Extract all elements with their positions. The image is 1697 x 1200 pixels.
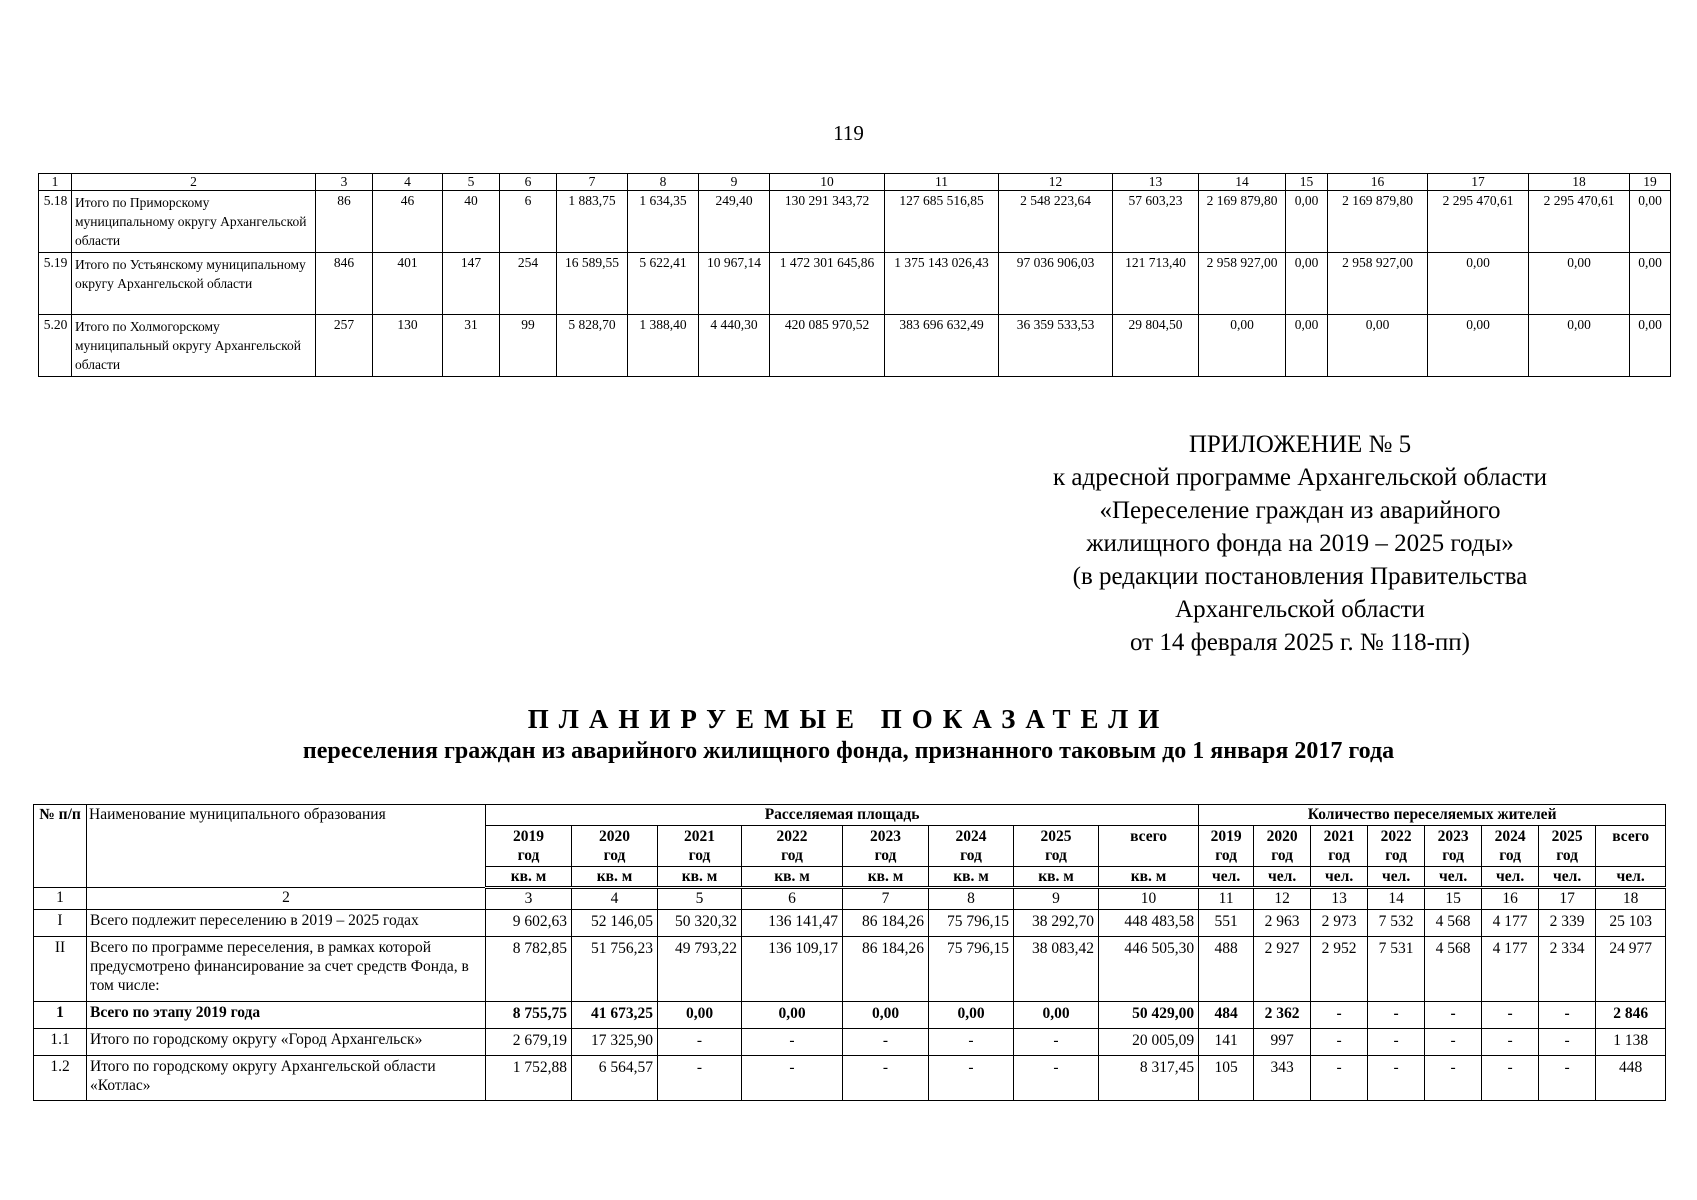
cell: 40: [443, 191, 500, 253]
col-number: 12: [999, 174, 1113, 191]
cell: 10 967,14: [699, 253, 770, 315]
people-cell: 7 531: [1368, 937, 1425, 1002]
col-number: 7: [557, 174, 628, 191]
col-number: 13: [1113, 174, 1199, 191]
area-cell: 6 564,57: [572, 1056, 658, 1101]
area-cell: -: [742, 1056, 843, 1101]
area-cell: 0,00: [742, 1002, 843, 1029]
people-cell: -: [1539, 1029, 1596, 1056]
area-cell: 0,00: [658, 1002, 742, 1029]
header-total: всего: [1596, 826, 1666, 867]
cell: 5 828,70: [557, 315, 628, 377]
area-cell: 75 796,15: [929, 910, 1014, 937]
cell: 147: [443, 253, 500, 315]
col-number: 19: [1630, 174, 1671, 191]
cell: 420 085 970,52: [770, 315, 885, 377]
area-cell: 0,00: [1014, 1002, 1099, 1029]
table-row: [34, 937, 1666, 1002]
header-year: 2023 год: [843, 826, 929, 867]
appendix-heading: ПРИЛОЖЕНИЕ № 5: [1188, 431, 1412, 458]
document-subtitle: переселения граждан из аварийного жилищного фонда, признанного таковым до 1 января 2017 года: [302, 738, 1395, 764]
people-cell: 105: [1199, 1056, 1254, 1101]
col-number: 15: [1286, 174, 1328, 191]
people-cell: 2 973: [1311, 910, 1368, 937]
unit-label: чел.: [1199, 867, 1254, 888]
col-number: 16: [1482, 888, 1539, 910]
people-cell: 484: [1199, 1002, 1254, 1029]
cell: 846: [316, 253, 373, 315]
cell: 36 359 533,53: [999, 315, 1113, 377]
col-number: 9: [1014, 888, 1099, 910]
people-cell: -: [1368, 1002, 1425, 1029]
people-cell: 997: [1254, 1029, 1311, 1056]
cell: 4 440,30: [699, 315, 770, 377]
cell: 130: [373, 315, 443, 377]
cell: 2 958 927,00: [1199, 253, 1286, 315]
unit-label: чел.: [1539, 867, 1596, 888]
row-number: 1: [34, 1002, 87, 1029]
people-cell: -: [1311, 1002, 1368, 1029]
cell: 86: [316, 191, 373, 253]
col-number: 14: [1368, 888, 1425, 910]
area-cell: 75 796,15: [929, 937, 1014, 1002]
unit-label: чел.: [1596, 867, 1666, 888]
cell: 1 375 143 026,43: [885, 253, 999, 315]
header-number: № п/п: [34, 805, 87, 888]
row-number: 1.2: [34, 1056, 87, 1101]
area-cell: -: [658, 1056, 742, 1101]
area-total-cell: 50 429,00: [1099, 1002, 1199, 1029]
cell: 0,00: [1630, 315, 1671, 377]
cell: 46: [373, 191, 443, 253]
col-number: 4: [373, 174, 443, 191]
col-number: 18: [1529, 174, 1630, 191]
row-index: 5.20: [39, 315, 72, 377]
row-name: Итого по Приморскому муниципальному округу Архангельской области: [72, 191, 316, 253]
header-area-group: Расселяемая площадь: [486, 805, 1199, 826]
area-cell: 38 083,42: [1014, 937, 1099, 1002]
cell: 97 036 906,03: [999, 253, 1113, 315]
cell: 0,00: [1428, 253, 1529, 315]
area-cell: 86 184,26: [843, 937, 929, 1002]
header-row-col-numbers: [34, 888, 1666, 910]
cell: 0,00: [1529, 315, 1630, 377]
area-cell: 2 679,19: [486, 1029, 572, 1056]
unit-label: чел.: [1368, 867, 1425, 888]
row-name: Всего по этапу 2019 года: [87, 1002, 486, 1029]
people-cell: -: [1425, 1056, 1482, 1101]
area-total-cell: 448 483,58: [1099, 910, 1199, 937]
unit-label: кв. м: [929, 867, 1014, 888]
people-cell: 4 568: [1425, 937, 1482, 1002]
header-year: 2025 год: [1014, 826, 1099, 867]
appendix-line: жилищного фонда на 2019 – 2025 годы»: [1086, 530, 1514, 557]
header-year: 2025 год: [1539, 826, 1596, 867]
cell: 2 958 927,00: [1328, 253, 1428, 315]
planned-indicators-table: [33, 804, 1666, 1101]
cell: 0,00: [1199, 315, 1286, 377]
col-number: 3: [316, 174, 373, 191]
area-cell: 50 320,32: [658, 910, 742, 937]
appendix-line: к адресной программе Архангельской области: [1052, 464, 1548, 491]
people-cell: 4 177: [1482, 910, 1539, 937]
cell: 0,00: [1286, 315, 1328, 377]
cell: 383 696 632,49: [885, 315, 999, 377]
col-number: 13: [1311, 888, 1368, 910]
header-year: 2021 год: [1311, 826, 1368, 867]
people-cell: -: [1311, 1056, 1368, 1101]
unit-label: кв. м: [486, 867, 572, 888]
col-number: 17: [1539, 888, 1596, 910]
area-cell: 8 782,85: [486, 937, 572, 1002]
table-row: [39, 191, 1671, 253]
cell: 6: [500, 191, 557, 253]
area-cell: 49 793,22: [658, 937, 742, 1002]
area-cell: -: [742, 1029, 843, 1056]
area-cell: -: [929, 1056, 1014, 1101]
area-total-cell: 8 317,45: [1099, 1056, 1199, 1101]
people-cell: 2 334: [1539, 937, 1596, 1002]
col-number: 2: [72, 174, 316, 191]
area-cell: -: [843, 1029, 929, 1056]
top-table-header-row: [39, 174, 1671, 191]
people-cell: 551: [1199, 910, 1254, 937]
people-total-cell: 25 103: [1596, 910, 1666, 937]
area-cell: 86 184,26: [843, 910, 929, 937]
col-number: 16: [1328, 174, 1428, 191]
row-name: Всего подлежит переселению в 2019 – 2025 годах: [87, 910, 486, 937]
header-year: 2024 год: [1482, 826, 1539, 867]
col-number: 8: [628, 174, 699, 191]
col-number: 8: [929, 888, 1014, 910]
people-cell: 4 177: [1482, 937, 1539, 1002]
cell: 0,00: [1630, 253, 1671, 315]
people-total-cell: 2 846: [1596, 1002, 1666, 1029]
top-continuation-table: [38, 173, 1671, 377]
cell: 0,00: [1630, 191, 1671, 253]
table-row: [34, 910, 1666, 937]
area-cell: -: [843, 1056, 929, 1101]
people-cell: 488: [1199, 937, 1254, 1002]
header-year: 2024 год: [929, 826, 1014, 867]
people-cell: -: [1482, 1056, 1539, 1101]
area-cell: 136 141,47: [742, 910, 843, 937]
people-cell: 2 362: [1254, 1002, 1311, 1029]
unit-label: чел.: [1425, 867, 1482, 888]
row-index: 5.18: [39, 191, 72, 253]
col-number: 7: [843, 888, 929, 910]
cell: 121 713,40: [1113, 253, 1199, 315]
col-number: 9: [699, 174, 770, 191]
area-cell: 52 146,05: [572, 910, 658, 937]
people-cell: 2 927: [1254, 937, 1311, 1002]
col-number: 1: [39, 174, 72, 191]
cell: 31: [443, 315, 500, 377]
area-cell: 41 673,25: [572, 1002, 658, 1029]
unit-label: чел.: [1254, 867, 1311, 888]
header-year: 2021 год: [658, 826, 742, 867]
area-total-cell: 20 005,09: [1099, 1029, 1199, 1056]
row-number: I: [34, 910, 87, 937]
people-cell: -: [1311, 1029, 1368, 1056]
col-number: 14: [1199, 174, 1286, 191]
people-cell: 2 339: [1539, 910, 1596, 937]
people-cell: -: [1425, 1002, 1482, 1029]
cell: 57 603,23: [1113, 191, 1199, 253]
cell: 257: [316, 315, 373, 377]
cell: 2 548 223,64: [999, 191, 1113, 253]
cell: 2 295 470,61: [1428, 191, 1529, 253]
cell: 130 291 343,72: [770, 191, 885, 253]
cell: 0,00: [1286, 191, 1328, 253]
cell: 0,00: [1529, 253, 1630, 315]
cell: 99: [500, 315, 557, 377]
people-cell: -: [1425, 1029, 1482, 1056]
header-total: всего: [1099, 826, 1199, 867]
people-cell: -: [1368, 1029, 1425, 1056]
cell: 2 295 470,61: [1529, 191, 1630, 253]
cell: 16 589,55: [557, 253, 628, 315]
area-cell: -: [658, 1029, 742, 1056]
col-number: 6: [742, 888, 843, 910]
people-cell: -: [1539, 1002, 1596, 1029]
unit-label: чел.: [1482, 867, 1539, 888]
unit-label: кв. м: [658, 867, 742, 888]
row-number: 1.1: [34, 1029, 87, 1056]
col-number: 4: [572, 888, 658, 910]
people-cell: 343: [1254, 1056, 1311, 1101]
unit-label: чел.: [1311, 867, 1368, 888]
area-cell: 8 755,75: [486, 1002, 572, 1029]
area-cell: -: [929, 1029, 1014, 1056]
row-name: Итого по городскому округу Архангельской области «Котлас»: [87, 1056, 486, 1101]
col-number: 2: [87, 888, 486, 910]
people-cell: -: [1539, 1056, 1596, 1101]
people-total-cell: 1 138: [1596, 1029, 1666, 1056]
area-cell: -: [1014, 1029, 1099, 1056]
col-number: 10: [1099, 888, 1199, 910]
cell: 2 169 879,80: [1328, 191, 1428, 253]
header-year: 2020 год: [572, 826, 658, 867]
area-cell: 136 109,17: [742, 937, 843, 1002]
cell: 1 634,35: [628, 191, 699, 253]
area-cell: -: [1014, 1056, 1099, 1101]
appendix-line: от 14 февраля 2025 г. № 118-пп): [1129, 629, 1470, 656]
header-year: 2022 год: [742, 826, 843, 867]
col-number: 15: [1425, 888, 1482, 910]
page-number: 119: [833, 121, 864, 145]
unit-label: кв. м: [1099, 867, 1199, 888]
people-cell: -: [1482, 1002, 1539, 1029]
header-residents-group: Количество переселяемых жителей: [1199, 805, 1666, 826]
col-number: 17: [1428, 174, 1529, 191]
cell: 127 685 516,85: [885, 191, 999, 253]
table-row: [34, 1029, 1666, 1056]
col-number: 5: [658, 888, 742, 910]
area-cell: 51 756,23: [572, 937, 658, 1002]
cell: 29 804,50: [1113, 315, 1199, 377]
table-row: [39, 253, 1671, 315]
area-cell: 17 325,90: [572, 1029, 658, 1056]
people-cell: 141: [1199, 1029, 1254, 1056]
row-name: Всего по программе переселения, в рамках которой предусмотрено финансирование за счет средств Фонда, в том числе:: [87, 937, 486, 1002]
cell: 249,40: [699, 191, 770, 253]
area-cell: 9 602,63: [486, 910, 572, 937]
unit-label: кв. м: [1014, 867, 1099, 888]
cell: 0,00: [1328, 315, 1428, 377]
appendix-line: «Переселение граждан из аварийного: [1099, 497, 1501, 524]
row-name: Итого по Устьянскому муниципальному округу Архангельской области: [72, 253, 316, 315]
header-name: Наименование муниципального образования: [87, 805, 486, 888]
col-number: 3: [486, 888, 572, 910]
area-cell: 0,00: [929, 1002, 1014, 1029]
cell: 0,00: [1428, 315, 1529, 377]
cell: 401: [373, 253, 443, 315]
people-cell: -: [1368, 1056, 1425, 1101]
col-number: 11: [885, 174, 999, 191]
header-year: 2019 год: [486, 826, 572, 867]
row-name: Итого по городскому округу «Город Архангельск»: [87, 1029, 486, 1056]
people-cell: 2 952: [1311, 937, 1368, 1002]
table-row: [34, 1002, 1666, 1029]
cell: 1 883,75: [557, 191, 628, 253]
people-cell: 2 963: [1254, 910, 1311, 937]
table-row: [39, 315, 1671, 377]
cell: 1 472 301 645,86: [770, 253, 885, 315]
unit-label: кв. м: [742, 867, 843, 888]
row-number: II: [34, 937, 87, 1002]
header-year: 2020 год: [1254, 826, 1311, 867]
unit-label: кв. м: [843, 867, 929, 888]
appendix-block: [1000, 428, 1600, 659]
header-year: 2023 год: [1425, 826, 1482, 867]
col-number: 5: [443, 174, 500, 191]
document-title: ПЛАНИРУЕМЫЕ ПОКАЗАТЕЛИ: [527, 704, 1170, 734]
area-cell: 1 752,88: [486, 1056, 572, 1101]
col-number: 1: [34, 888, 87, 910]
row-index: 5.19: [39, 253, 72, 315]
cell: 1 388,40: [628, 315, 699, 377]
people-cell: 4 568: [1425, 910, 1482, 937]
cell: 5 622,41: [628, 253, 699, 315]
header-row-groups: [34, 805, 1666, 826]
row-name: Итого по Холмогорскому муниципальный округу Архангельской области: [72, 315, 316, 377]
people-cell: -: [1482, 1029, 1539, 1056]
appendix-line: (в редакции постановления Правительства: [1072, 563, 1528, 590]
table-row: [34, 1056, 1666, 1101]
cell: 254: [500, 253, 557, 315]
area-total-cell: 446 505,30: [1099, 937, 1199, 1002]
area-cell: 38 292,70: [1014, 910, 1099, 937]
cell: 2 169 879,80: [1199, 191, 1286, 253]
area-cell: 0,00: [843, 1002, 929, 1029]
people-total-cell: 448: [1596, 1056, 1666, 1101]
header-year: 2022 год: [1368, 826, 1425, 867]
col-number: 6: [500, 174, 557, 191]
people-total-cell: 24 977: [1596, 937, 1666, 1002]
unit-label: кв. м: [572, 867, 658, 888]
cell: 0,00: [1286, 253, 1328, 315]
col-number: 12: [1254, 888, 1311, 910]
col-number: 11: [1199, 888, 1254, 910]
header-year: 2019 год: [1199, 826, 1254, 867]
people-cell: 7 532: [1368, 910, 1425, 937]
appendix-line: Архангельской области: [1175, 596, 1425, 623]
col-number: 18: [1596, 888, 1666, 910]
col-number: 10: [770, 174, 885, 191]
